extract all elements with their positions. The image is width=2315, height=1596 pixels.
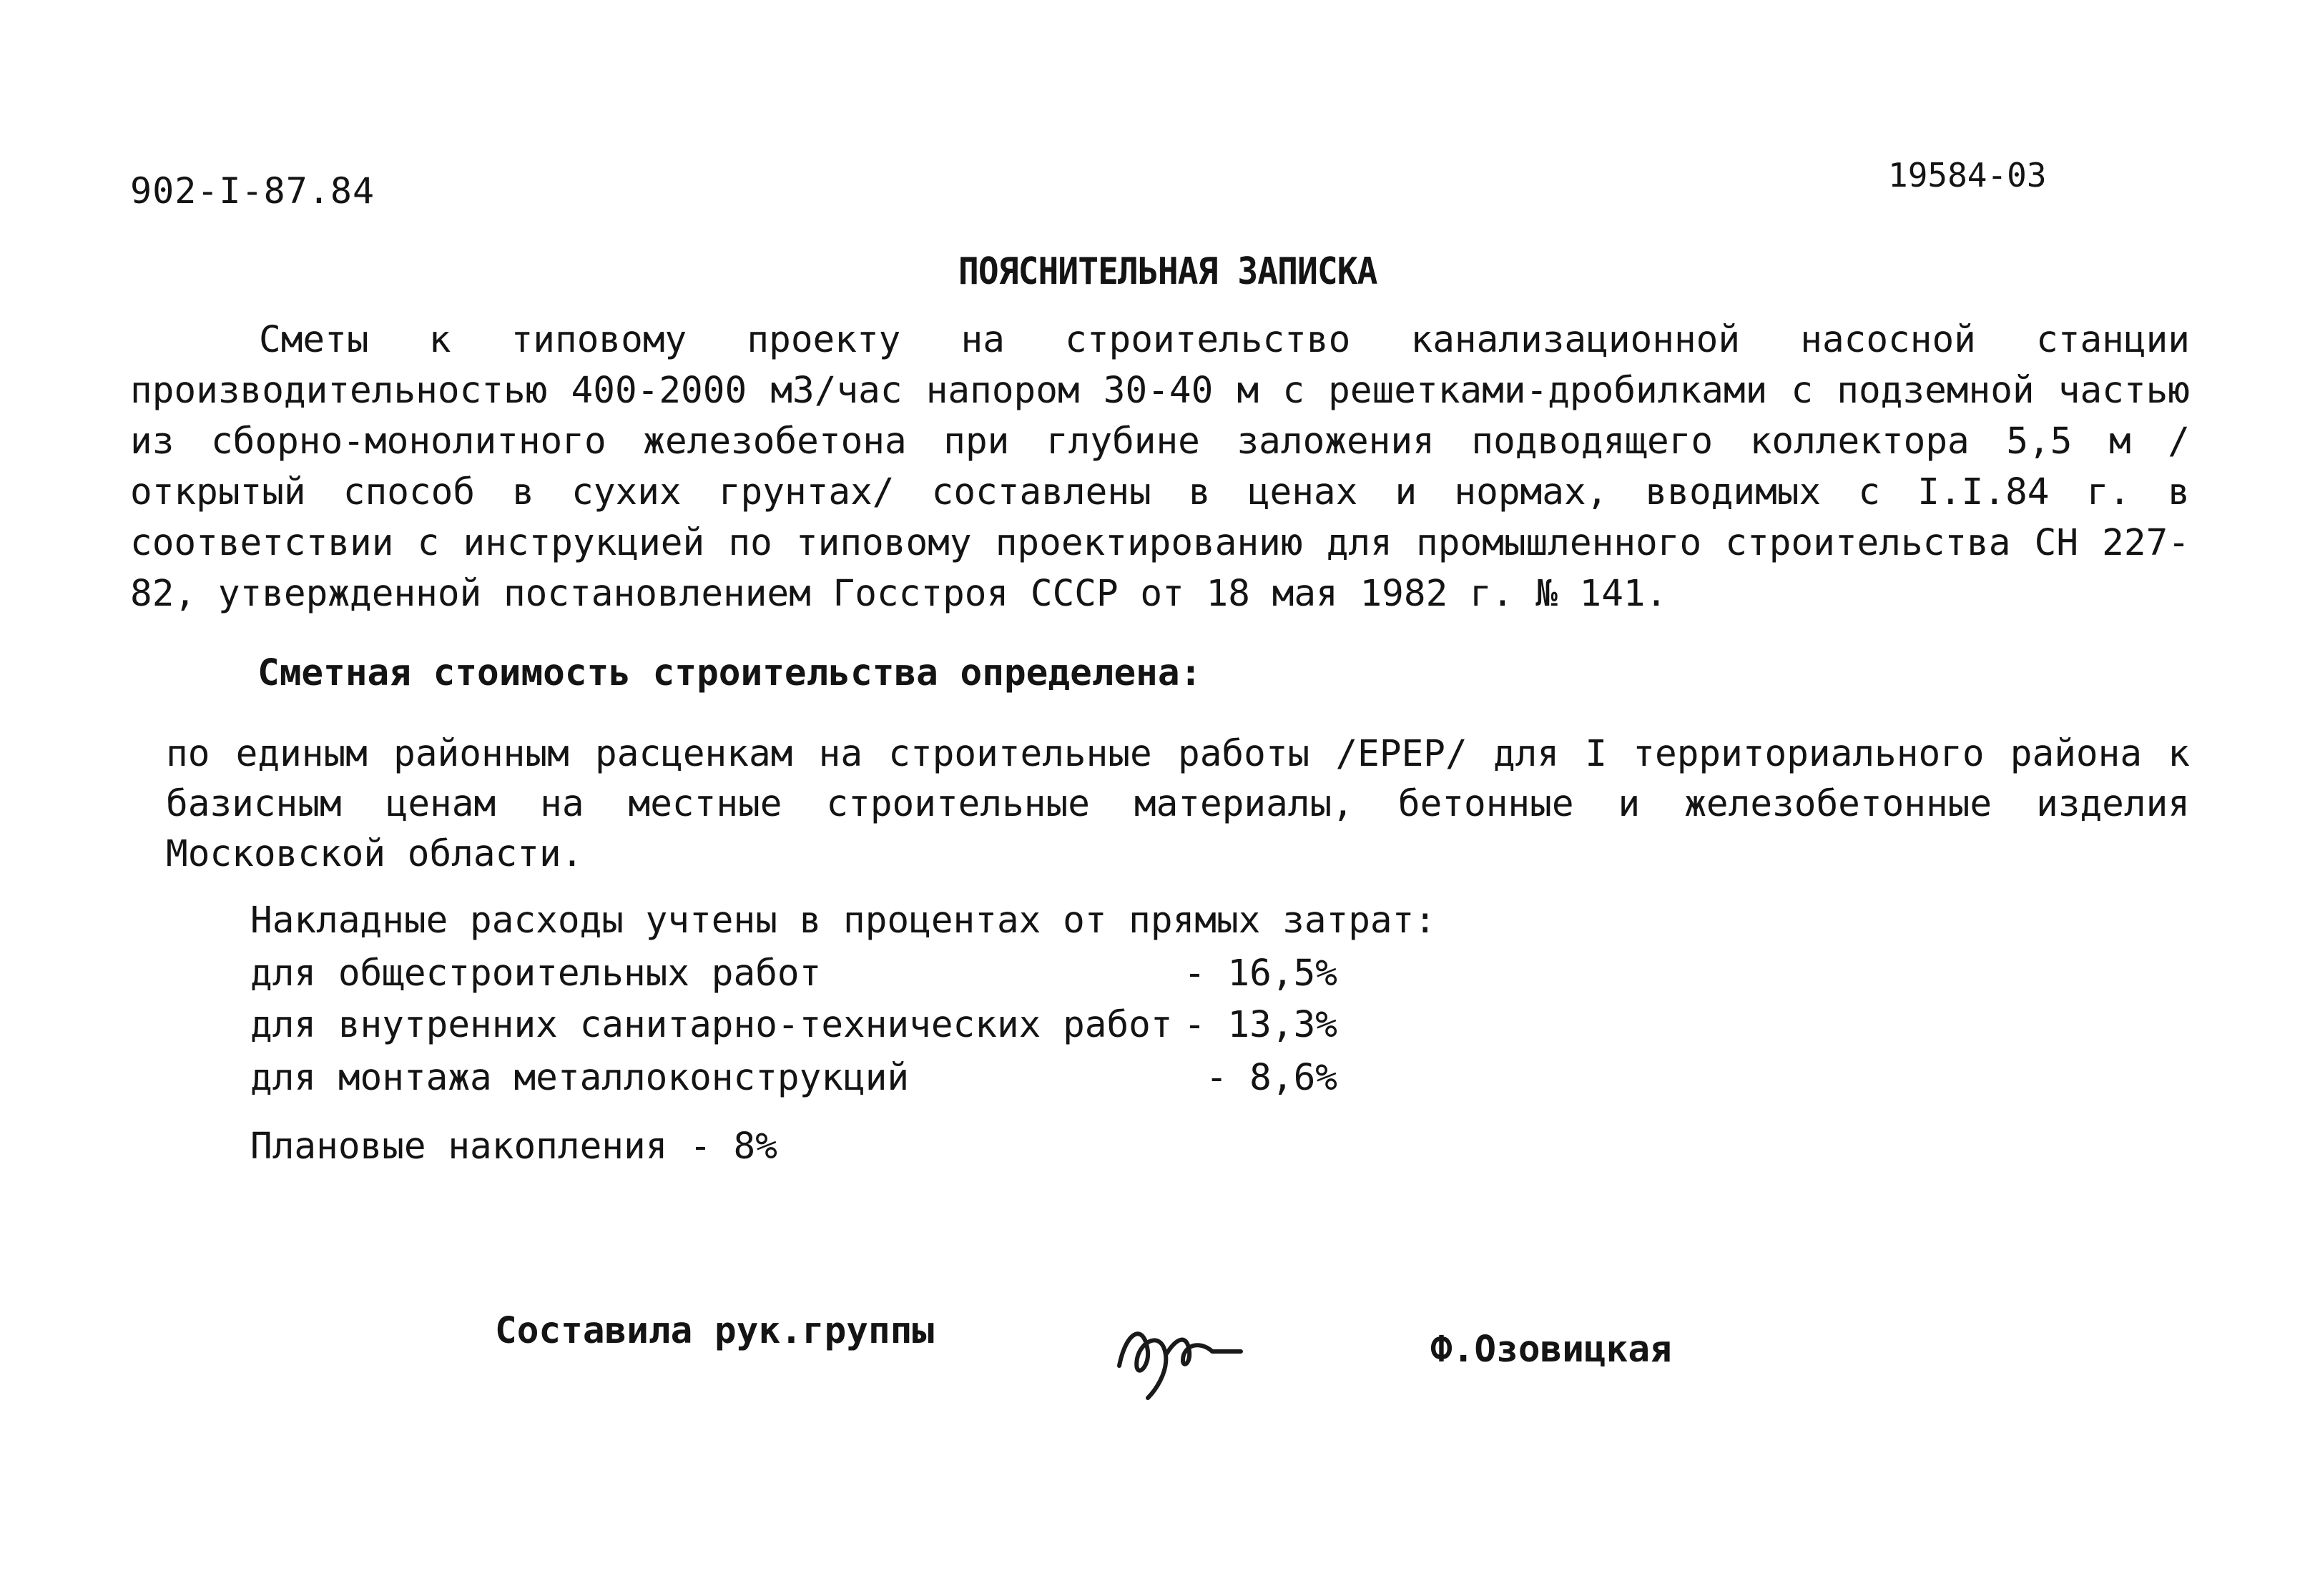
rates-paragraph: по единым районным расценкам на строительные работы /ЕРЕР/ для I территориального района к базисным ценам на местные строительные материалы, бетонные и железобетонные изделия Московской области.: [166, 733, 2190, 875]
signature-mark: [1105, 1301, 1248, 1402]
page-title: ПОЯСНИТЕЛЬНАЯ ЗАПИСКА: [958, 250, 1377, 293]
overhead-row: [250, 1004, 1337, 1051]
author-name: Ф.Озовицкая: [1430, 1329, 1672, 1371]
overhead-row-value: - 8,6%: [1205, 1057, 1337, 1099]
document-code: 902-I-87.84: [130, 170, 375, 212]
overhead-row-value: - 13,3%: [1184, 1004, 1337, 1046]
overhead-row: [250, 952, 1337, 1000]
sheet-code: 19584-03: [1888, 156, 2047, 194]
overhead-row-label: для общестроительных работ: [250, 952, 822, 995]
overhead-heading: Накладные расходы учтены в процентах от прямых затрат:: [250, 900, 1437, 942]
planned-savings: Плановые накопления - 8%: [250, 1125, 777, 1168]
overhead-row-label: для внутренних санитарно-технических работ: [250, 1004, 1173, 1046]
overhead-row: [250, 1057, 1337, 1104]
cost-heading: Сметная стоимость строительства определена:: [257, 652, 1202, 694]
overhead-row-label: для монтажа металлоконструкций: [250, 1057, 910, 1099]
compiled-by-label: Составила рук.группы: [495, 1310, 935, 1352]
overhead-row-value: - 16,5%: [1184, 952, 1337, 995]
intro-paragraph: Сметы к типовому проекту на строительство канализационной насосной станции производительностью 400-2000 м3/час напором 30-40 м с решетками-дробилками с подземной частью из сборно-монолитного железобетона при глубине заложения подводящего коллектора 5,5 м /открытый способ в сухих грунтах/ составлены в ценах и нормах, вводимых с I.I.84 г. в соответствии с инструкцией по типовому проектированию для промышленного строительства СН 227-82, утвержденной постановлением Госстроя СССР от 18 мая 1982 г. № 141.: [130, 319, 2190, 615]
